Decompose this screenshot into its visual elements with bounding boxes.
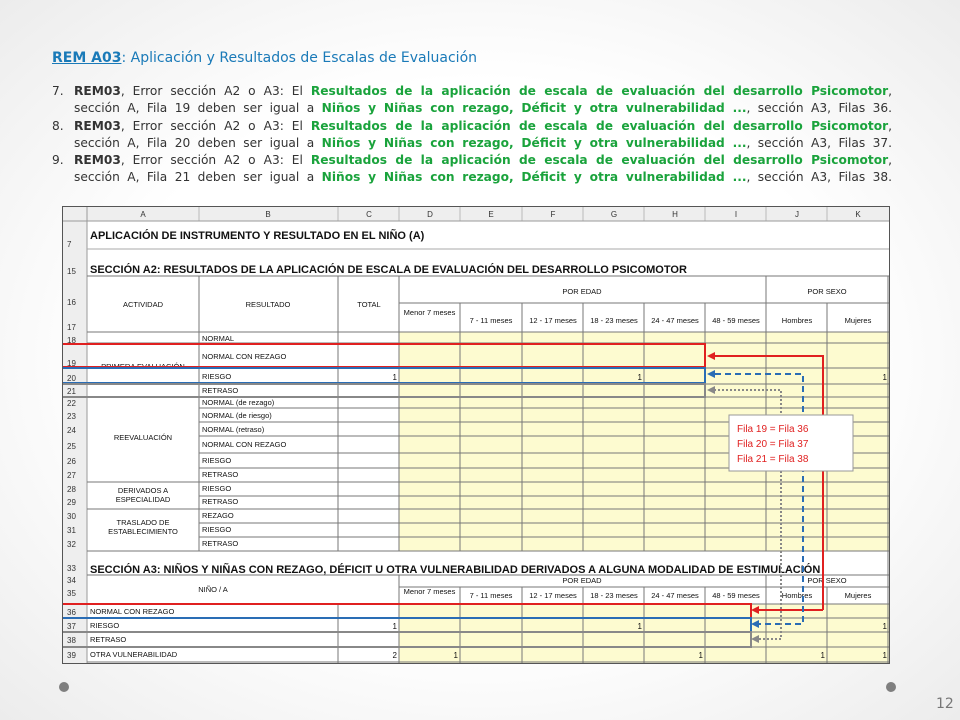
cell-value: 1 — [453, 651, 458, 660]
rule-text: , sección A3, Filas 38. — [746, 170, 892, 185]
result-label: NORMAL CON REZAGO — [202, 352, 287, 361]
a3-row-label: NORMAL CON REZAGO — [90, 607, 175, 616]
age-header-menor-7: Menor 7 meses — [403, 588, 456, 596]
rule-text: , sección A3, Filas 37. — [746, 135, 892, 150]
rule-text: , — [888, 153, 892, 168]
header-por-sexo: POR SEXO — [807, 287, 847, 296]
row-number: 23 — [67, 412, 76, 421]
age-header: 7 - 11 meses — [469, 591, 513, 600]
sex-header: Hombres — [781, 591, 813, 600]
legend-line: Fila 21 = Fila 38 — [737, 454, 809, 465]
age-header: 18 - 23 meses — [590, 591, 638, 600]
header-por-sexo: POR SEXO — [807, 576, 847, 585]
col-header-a[interactable]: A — [140, 210, 146, 219]
age-header: 24 - 47 meses — [651, 591, 699, 600]
rule-item — [52, 152, 892, 187]
cell-value: 1 — [882, 651, 887, 660]
activity-primera-evaluacion: PRIMERA EVALUACIÓN — [101, 362, 185, 371]
row-number: 19 — [67, 359, 76, 368]
row-number: 28 — [67, 485, 76, 494]
col-header-e[interactable]: E — [488, 210, 494, 219]
col-header-g[interactable]: G — [610, 210, 618, 219]
row-number: 25 — [67, 442, 76, 451]
row-number: 15 — [67, 267, 76, 276]
row-number: 22 — [67, 399, 76, 408]
cell-value: 1 — [392, 622, 397, 631]
legend-line: Fila 19 = Fila 36 — [737, 424, 809, 435]
page-title — [52, 50, 477, 66]
section-a3-title: SECCIÓN A3: NIÑOS Y NIÑAS CON REZAGO, DÉFICIT U OTRA VULNERABILIDAD DERIVADOS A ALGUNA MODALIDAD DE ESTIMULACIÓN — [90, 564, 821, 576]
row-number: 18 — [67, 336, 76, 345]
cell-value: 1 — [392, 373, 397, 382]
col-header-d[interactable]: D — [427, 210, 433, 219]
header-total: TOTAL — [357, 300, 381, 309]
age-header: 48 - 59 meses — [712, 316, 760, 325]
col-header-c[interactable]: C — [366, 210, 372, 219]
rule-number: 7. — [52, 84, 64, 98]
result-label: RIESGO — [202, 525, 232, 534]
row-number: 20 — [67, 374, 76, 383]
result-label: REZAGO — [202, 511, 234, 520]
row-number: 17 — [67, 323, 76, 332]
a3-row-label: RIESGO — [90, 621, 120, 630]
sex-header: Hombres — [781, 316, 813, 325]
legend-line: Fila 20 = Fila 37 — [737, 439, 809, 450]
col-header-j[interactable]: J — [795, 210, 799, 219]
age-header: 12 - 17 meses — [529, 316, 577, 325]
row-number: 24 — [67, 426, 76, 435]
cell-value: 1 — [882, 373, 887, 382]
rule-text: , Error sección A2 o A3: El — [120, 84, 311, 98]
title-text: : Aplicación y Resultados de Escalas de Evaluación — [121, 50, 478, 66]
rule-text: , — [888, 118, 892, 133]
spreadsheet-screenshot — [62, 206, 890, 664]
row-number: 34 — [67, 576, 76, 585]
page-number: 12 — [936, 696, 954, 712]
activity-traslado: TRASLADO DE ESTABLECIMIENTO — [108, 518, 178, 536]
rule-text: , Error sección A2 o A3: El — [120, 153, 311, 168]
sex-header: Mujeres — [844, 591, 872, 600]
sex-header: Mujeres — [844, 316, 872, 325]
rule-highlight: Niños y Niñas con rezago, Déficit y otra vulnerabilidad ... — [321, 135, 747, 150]
row-number: 29 — [67, 498, 76, 507]
section-a2-title: SECCIÓN A2: RESULTADOS DE LA APLICACIÓN DE ESCALA DE EVALUACIÓN DEL DESARROLLO PSICOMOTOR — [90, 264, 687, 276]
header-resultado: RESULTADO — [245, 300, 291, 309]
result-label: NORMAL (de rezago) — [202, 398, 275, 407]
row-number: 36 — [67, 608, 76, 617]
rule-item — [52, 118, 892, 153]
rule-highlight: Resultados de la aplicación de escala de evaluación del desarrollo Psicomotor — [310, 118, 889, 133]
row-number: 31 — [67, 526, 76, 535]
rule-code: REM03 — [74, 118, 121, 133]
result-label: NORMAL (retraso) — [202, 425, 265, 434]
header-nino: NIÑO / A — [198, 585, 228, 594]
rule-item — [52, 83, 892, 118]
row-number: 27 — [67, 471, 76, 480]
nav-dot-right — [886, 682, 896, 692]
rule-text: , — [888, 84, 892, 98]
row-number: 39 — [67, 651, 76, 660]
rule-text: sección A, Fila 20 deben ser igual a — [74, 135, 322, 150]
rule-highlight: Niños y Niñas con rezago, Déficit y otra vulnerabilidad ... — [321, 101, 747, 116]
age-header: 12 - 17 meses — [529, 591, 577, 600]
header-actividad: ACTIVIDAD — [122, 300, 164, 309]
col-header-i[interactable]: I — [734, 210, 738, 219]
rule-text: sección A, Fila 21 deben ser igual a — [74, 170, 322, 185]
cell-value: 1 — [882, 622, 887, 631]
result-label: NORMAL — [202, 334, 235, 343]
rule-highlight: Niños y Niñas con rezago, Déficit y otra vulnerabilidad ... — [321, 170, 747, 185]
result-label: RIESGO — [202, 456, 232, 465]
result-label: RETRASO — [202, 470, 239, 479]
rule-text: , Error sección A2 o A3: El — [120, 118, 311, 133]
cell-value: 2 — [392, 651, 397, 660]
row-number: 32 — [67, 540, 76, 549]
rules-list — [52, 83, 892, 187]
age-header: 48 - 59 meses — [712, 591, 760, 600]
rule-code: REM03 — [74, 84, 121, 98]
age-header: 7 - 11 meses — [469, 316, 513, 325]
col-header-k[interactable]: K — [855, 210, 861, 219]
result-label: RETRASO — [202, 386, 239, 395]
row-number: 30 — [67, 512, 76, 521]
header-por-edad: POR EDAD — [562, 287, 602, 296]
header-por-edad: POR EDAD — [562, 576, 602, 585]
a3-row-label: OTRA VULNERABILIDAD — [90, 650, 178, 659]
col-header-b[interactable]: B — [265, 210, 271, 219]
result-label: RIESGO — [202, 484, 232, 493]
cell-value: 1 — [637, 622, 642, 631]
col-header-h[interactable]: H — [672, 210, 678, 219]
row-number: 33 — [67, 564, 76, 573]
cell-value: 1 — [637, 373, 642, 382]
row-number: 37 — [67, 622, 76, 631]
result-label: RIESGO — [202, 372, 232, 381]
rule-code: REM03 — [74, 153, 121, 168]
activity-reevaluacion: REEVALUACIÓN — [113, 433, 173, 442]
rule-highlight: Resultados de la aplicación de escala de evaluación del desarrollo Psicomotor — [310, 84, 889, 98]
row-number: 26 — [67, 457, 76, 466]
rule-number: 9. — [52, 153, 64, 168]
rule-number: 8. — [52, 118, 64, 133]
row-number: 21 — [67, 387, 76, 396]
row-number: 38 — [67, 636, 76, 645]
rule-highlight: Resultados de la aplicación de escala de evaluación del desarrollo Psicomotor — [310, 153, 889, 168]
column-header-strip — [63, 207, 889, 221]
row-number: 7 — [67, 240, 72, 249]
activity-derivados: DERIVADOS A ESPECIALIDAD — [115, 486, 171, 504]
age-header: 24 - 47 meses — [651, 316, 699, 325]
rem-code-link[interactable]: REM A03 — [52, 50, 122, 66]
cell-value: 1 — [698, 651, 703, 660]
nav-dot-left — [59, 682, 69, 692]
rule-text: sección A, Fila 19 deben ser igual a — [74, 101, 322, 116]
rule-text: , sección A3, Filas 36. — [746, 101, 892, 116]
section-a-title: APLICACIÓN DE INSTRUMENTO Y RESULTADO EN EL NIÑO (A) — [90, 230, 425, 242]
age-header-menor-7: Menor 7 meses — [403, 309, 456, 317]
result-label: NORMAL CON REZAGO — [202, 440, 287, 449]
cell-value: 1 — [820, 651, 825, 660]
row-number: 35 — [67, 589, 76, 598]
result-label: RETRASO — [202, 497, 239, 506]
row-number: 16 — [67, 298, 76, 307]
result-label: RETRASO — [202, 539, 239, 548]
result-label: NORMAL (de riesgo) — [202, 411, 272, 420]
age-header: 18 - 23 meses — [590, 316, 638, 325]
col-header-f[interactable]: F — [550, 210, 556, 219]
a3-row-label: RETRASO — [90, 635, 127, 644]
